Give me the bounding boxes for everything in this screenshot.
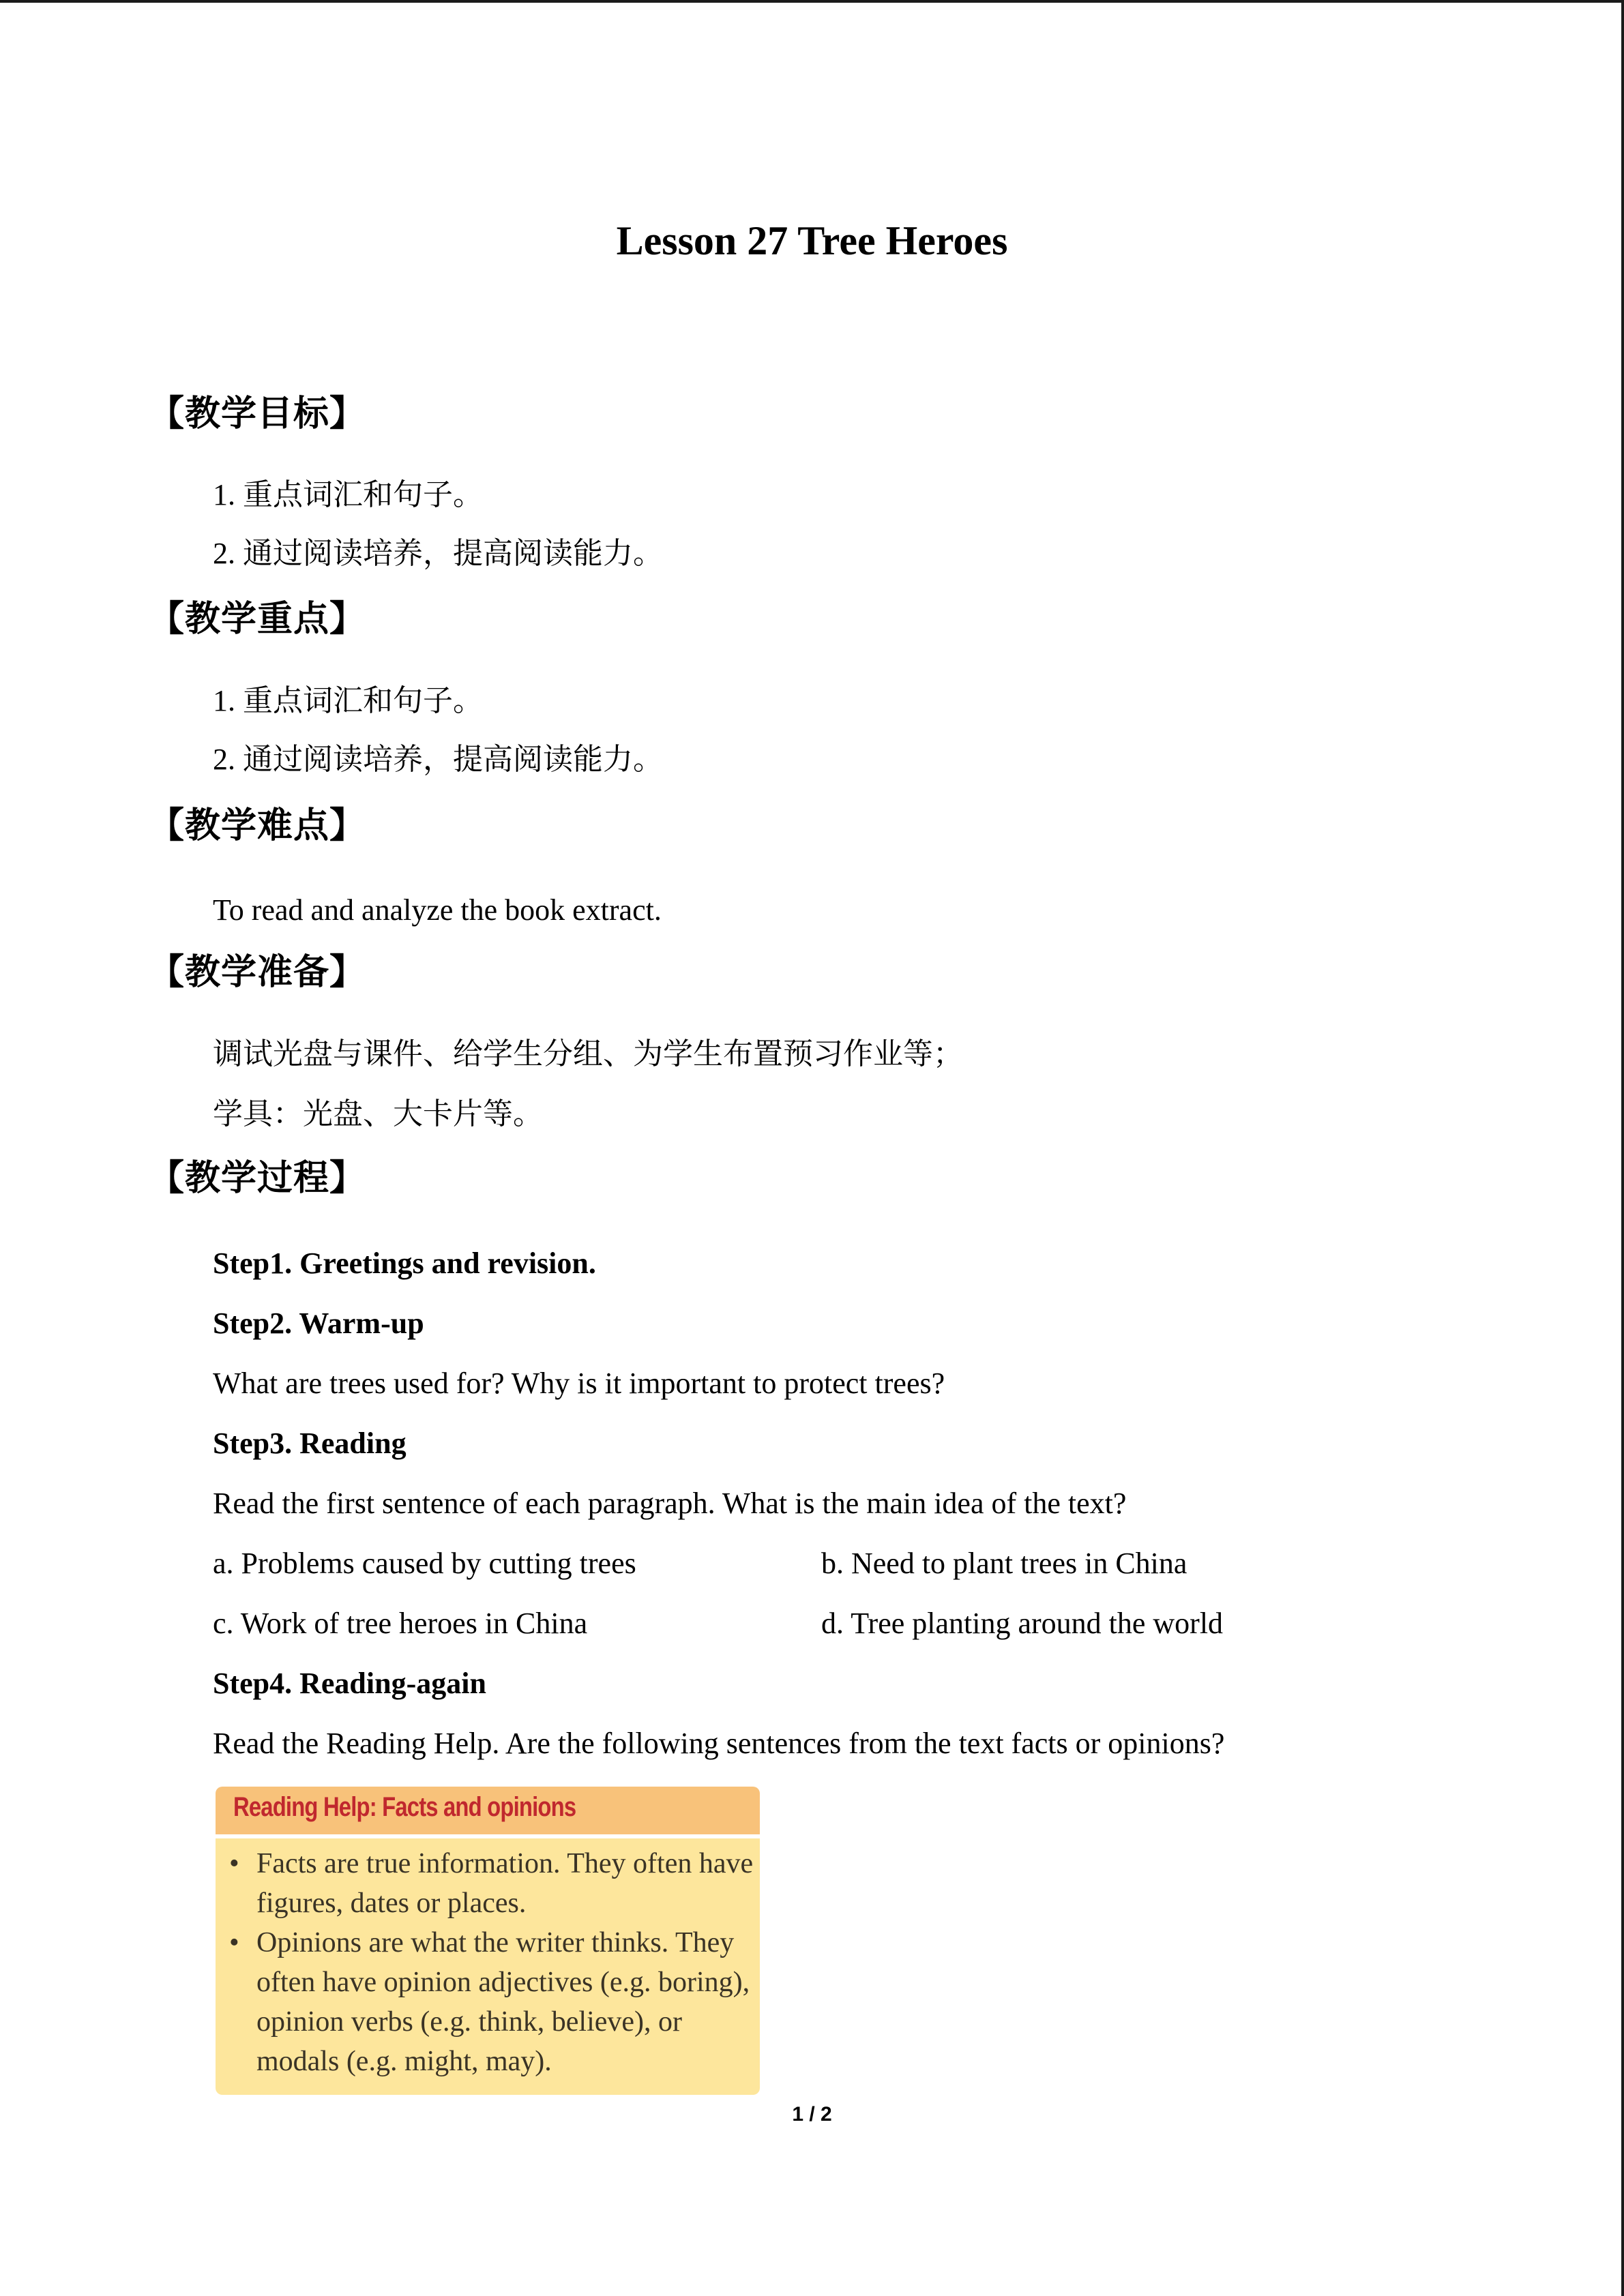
step4-heading: Step4. Reading-again bbox=[213, 1667, 486, 1700]
option-c: c. Work of tree heroes in China bbox=[213, 1607, 588, 1640]
step3-heading: Step3. Reading bbox=[213, 1427, 407, 1460]
reading-help-header bbox=[216, 1787, 760, 1834]
preparation-item-1: 调试光盘与课件、给学生分组、为学生布置预习作业等； bbox=[213, 1037, 963, 1071]
step1-heading: Step1. Greetings and revision. bbox=[213, 1247, 596, 1280]
reading-help-box bbox=[216, 1787, 760, 2095]
page-number: 1 / 2 bbox=[792, 2103, 832, 2126]
heading-process: 【教学过程】 bbox=[149, 1158, 366, 1199]
bullet-icon: • bbox=[229, 1927, 239, 1958]
reading-help-point-opinions: • Opinions are what the writer thinks. They often have opinion adjectives (e.g. boring), opinion verbs (e.g. think, believe), or modals (e.g. might, may). bbox=[224, 1923, 754, 2081]
heading-key-points: 【教学重点】 bbox=[149, 599, 366, 640]
step2-heading: Step2. Warm-up bbox=[213, 1307, 424, 1340]
bullet-icon: • bbox=[229, 1848, 239, 1879]
heading-preparation: 【教学准备】 bbox=[149, 952, 366, 993]
step4-instruction: Read the Reading Help. Are the following sentences from the text facts or opinions? bbox=[213, 1727, 1225, 1760]
reading-help-point-facts: • Facts are true information. They often have figures, dates or places. bbox=[224, 1844, 754, 1923]
preparation-item-2: 学具：光盘、大卡片等。 bbox=[213, 1097, 543, 1131]
key-point-item-2: 2. 通过阅读培养，提高阅读能力。 bbox=[213, 743, 663, 776]
option-b: b. Need to plant trees in China bbox=[821, 1547, 1187, 1580]
option-d: d. Tree planting around the world bbox=[821, 1607, 1224, 1640]
key-point-item-1: 1. 重点词汇和句子。 bbox=[213, 684, 483, 717]
objective-item-2: 2. 通过阅读培养，提高阅读能力。 bbox=[213, 537, 663, 570]
heading-objectives: 【教学目标】 bbox=[149, 393, 366, 434]
difficulty-item-1: To read and analyze the book extract. bbox=[213, 893, 662, 927]
reading-help-list bbox=[224, 1844, 754, 2081]
objective-item-1: 1. 重点词汇和句子。 bbox=[213, 478, 483, 511]
option-a: a. Problems caused by cutting trees bbox=[213, 1547, 636, 1580]
reading-help-body bbox=[216, 1838, 760, 2095]
heading-difficulties: 【教学难点】 bbox=[149, 805, 366, 846]
step3-instruction: Read the first sentence of each paragraph. What is the main idea of the text? bbox=[213, 1487, 1127, 1520]
document-title: Lesson 27 Tree Heroes bbox=[616, 218, 1008, 263]
step2-question: What are trees used for? Why is it important to protect trees? bbox=[213, 1367, 945, 1400]
reading-help-title: Reading Help: Facts and opinions bbox=[233, 1792, 576, 1822]
